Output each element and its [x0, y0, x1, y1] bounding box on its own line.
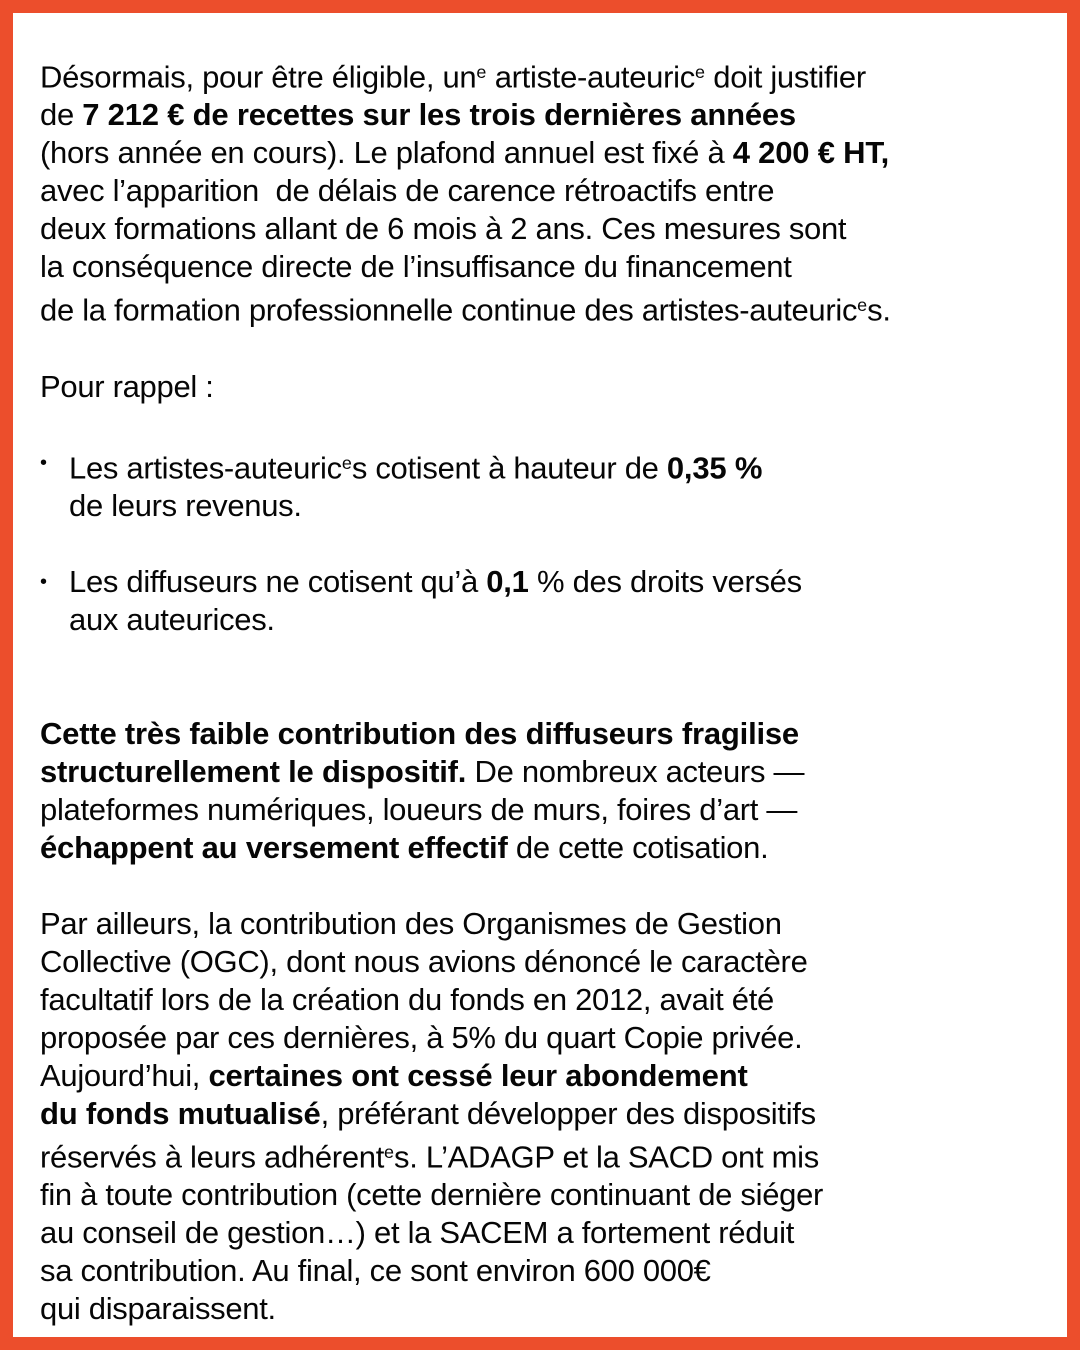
inclusive-e-ligature: e: [384, 1142, 395, 1163]
inclusive-e-ligature: e: [341, 452, 352, 473]
list-item: [40, 444, 1043, 525]
text-run: Collective (OGC), dont nous avions dénoncé le caractère: [40, 944, 808, 980]
text-run: facultatif lors de la création du fonds en 2012, avait été: [40, 982, 774, 1018]
text-run: qui disparaissent.: [40, 1291, 276, 1327]
text-run: , préférant développer des dispositifs: [320, 1096, 816, 1132]
text-run: au conseil de gestion…) et la SACEM a fortement réduit: [40, 1215, 795, 1251]
text-run: sa contribution. Au final, ce sont environ 600 000€: [40, 1253, 711, 1289]
text-run-bold: certaines ont cessé leur abondement: [208, 1058, 748, 1094]
text-run-bold: du fonds mutualisé: [40, 1096, 321, 1132]
text-run-bold: 0,1: [486, 564, 529, 600]
text-run: de la formation professionnelle continue des artistes-auteuric: [40, 292, 858, 328]
bullet-icon: •: [40, 571, 47, 594]
text-run: la conséquence directe de l’insuffisance du financement: [40, 249, 792, 285]
text-run: Par ailleurs, la contribution des Organismes de Gestion: [40, 906, 782, 942]
card-body: [13, 13, 1067, 1337]
text-run: artiste-auteuric: [486, 59, 695, 95]
text-run-bold: Cette très faible contribution des diffuseurs fragilise: [40, 716, 799, 752]
bullet-list: [40, 406, 1043, 677]
inclusive-e-ligature: e: [857, 295, 868, 316]
text-run: avec l’apparition de délais de carence rétroactifs entre: [40, 173, 775, 209]
text-run: Les artistes-auteuric: [69, 450, 342, 486]
text-run: fin à toute contribution (cette dernière continuant de siéger: [40, 1177, 824, 1213]
text-run: proposée par ces dernières, à 5% du quart Copie privée.: [40, 1020, 803, 1056]
inclusive-e-ligature: e: [694, 62, 705, 82]
text-run: s.: [867, 292, 891, 328]
text-run: plateformes numériques, loueurs de murs, foires d’art —: [40, 792, 798, 828]
list-item: [40, 563, 1043, 639]
text-run: Pour rappel :: [40, 368, 214, 404]
inclusive-e-ligature: e: [476, 62, 487, 82]
text-run: de cette cotisation.: [507, 830, 769, 866]
text-run: Désormais, pour être éligible, un: [40, 59, 477, 95]
text-run: doit justifier: [704, 59, 866, 95]
text-run: De nombreux acteurs —: [466, 754, 805, 790]
text-run-bold: 4 200 € HT,: [732, 135, 890, 171]
text-run: % des droits versés: [528, 564, 802, 600]
text-run: de leurs revenus.: [69, 488, 302, 524]
text-run-bold: 7 212 € de recettes sur les trois dernières années: [82, 97, 796, 133]
text-run: réservés à leurs adhérent: [40, 1139, 385, 1175]
text-run: s. L’ADAGP et la SACD ont mis: [394, 1139, 819, 1175]
text-run-bold: 0,35 %: [666, 450, 763, 486]
paragraph-pour-rappel: [40, 368, 1043, 406]
text-run: (hors année en cours). Le plafond annuel est fixé à: [40, 135, 733, 171]
text-run-bold: structurellement le dispositif.: [40, 754, 467, 790]
bullet-icon: •: [40, 451, 47, 474]
list-item-text: [69, 563, 1043, 639]
list-item-text: [69, 444, 1043, 525]
paragraph-contribution-diffuseurs: [40, 715, 1043, 867]
text-run: de: [40, 97, 83, 133]
text-run-bold: échappent au versement effectif: [40, 830, 508, 866]
text-run: Les diffuseurs ne cotisent qu’à: [69, 564, 487, 600]
text-run: aux auteurices.: [69, 602, 275, 638]
text-run: deux formations allant de 6 mois à 2 ans. Ces mesures sont: [40, 211, 847, 247]
text-run: Aujourd’hui,: [40, 1058, 209, 1094]
paragraph-ogc: [40, 905, 1043, 1328]
paragraph-eligibility: [40, 53, 1043, 330]
text-run: s cotisent à hauteur de: [351, 450, 667, 486]
